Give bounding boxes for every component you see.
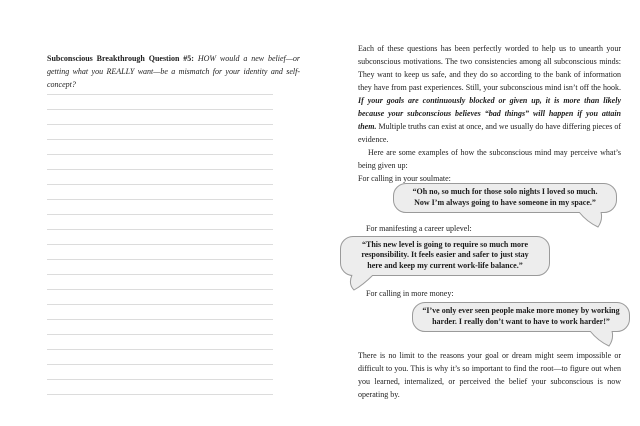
bubble-line: responsibility. It feels easier and safer to just stay: [361, 250, 529, 260]
ruled-line: [47, 291, 273, 305]
ruled-line: [47, 156, 273, 170]
speech-bubble-money: [412, 302, 630, 332]
speech-bubble-soulmate: [393, 183, 617, 213]
speech-tail-right-icon: [577, 212, 603, 228]
ruled-line: [47, 126, 273, 140]
ruled-line: [47, 276, 273, 290]
label-money: For calling in more money:: [366, 288, 454, 298]
intro-normal-2: Multiple truths can exist at once, and we usually do have differing pieces of evidence.: [358, 122, 621, 144]
ruled-line: [47, 246, 273, 260]
intro-normal-1: Each of these questions has been perfectly worded to help us to unearth your subconscious motivations. The two consistencies among all subconscious minds: They want to keep us safe, and they do so according to the bank of information they have from past experiences. Still, your subconscious mind isn’t off the hook.: [358, 44, 621, 92]
speech-tail-right-icon: [588, 331, 614, 347]
ruled-line: [47, 201, 273, 215]
bubble-line: “Oh no, so much for those solo nights I loved so much.: [412, 187, 598, 196]
right-page: [320, 0, 640, 426]
bubble-line: harder. I really don’t want to have to work harder!”: [432, 316, 610, 326]
ruled-line: [47, 186, 273, 200]
speech-bubble-money-body: [412, 302, 630, 332]
ruled-line: [47, 366, 273, 380]
speech-bubble-soulmate-body: [393, 183, 617, 213]
label-career: For manifesting a career uplevel:: [366, 223, 472, 233]
ruled-line: [47, 261, 273, 275]
label-soulmate: For calling in your soulmate:: [358, 174, 451, 183]
writing-lines: [47, 81, 273, 396]
speech-bubble-career: [340, 236, 550, 276]
bubble-line: Now I’m always going to have someone in my space.”: [414, 197, 596, 207]
ruled-line: [47, 81, 273, 95]
body-text-column: [358, 42, 621, 401]
speech-tail-left-icon: [348, 275, 376, 291]
intro-emphasis: If your goals are continuously blocked or given up, it is more than likely because your subconscious believes “bad things” will happen if you attain them.: [358, 96, 621, 131]
heading-italic-part: HOW would a new belief—or getting what you REALLY want—be a mismatch for your identity and self-concept?: [47, 54, 300, 89]
ruled-line: [47, 381, 273, 395]
ruled-line: [47, 111, 273, 125]
ruled-line: [47, 216, 273, 230]
ruled-line: [47, 306, 273, 320]
ruled-line: [47, 231, 273, 245]
bubble-line: here and keep my current work-life balance.”: [367, 261, 523, 271]
paragraph-intro: [358, 42, 621, 146]
ruled-line: [47, 96, 273, 110]
ruled-line: [47, 171, 273, 185]
ruled-line: [47, 351, 273, 365]
ruled-line: [47, 321, 273, 335]
paragraph-closing: There is no limit to the reasons your goal or dream might seem impossible or difficult to you. This is why it’s so important to find the root—to figure out when you learned, internalized, or perceived the belief your subconscious is now operating by.: [358, 350, 621, 399]
bubble-line: “This new level is going to require so much more: [362, 239, 528, 249]
heading-bold-part: Subconscious Breakthrough Question #5:: [47, 54, 194, 63]
ruled-line: [47, 336, 273, 350]
speech-bubble-career-body: [340, 236, 550, 276]
ruled-line: [47, 141, 273, 155]
bubble-line: “I’ve only ever seen people make more money by working: [422, 305, 620, 315]
paragraph-examples: Here are some examples of how the subconscious mind may perceive what’s being given up:: [358, 148, 621, 170]
